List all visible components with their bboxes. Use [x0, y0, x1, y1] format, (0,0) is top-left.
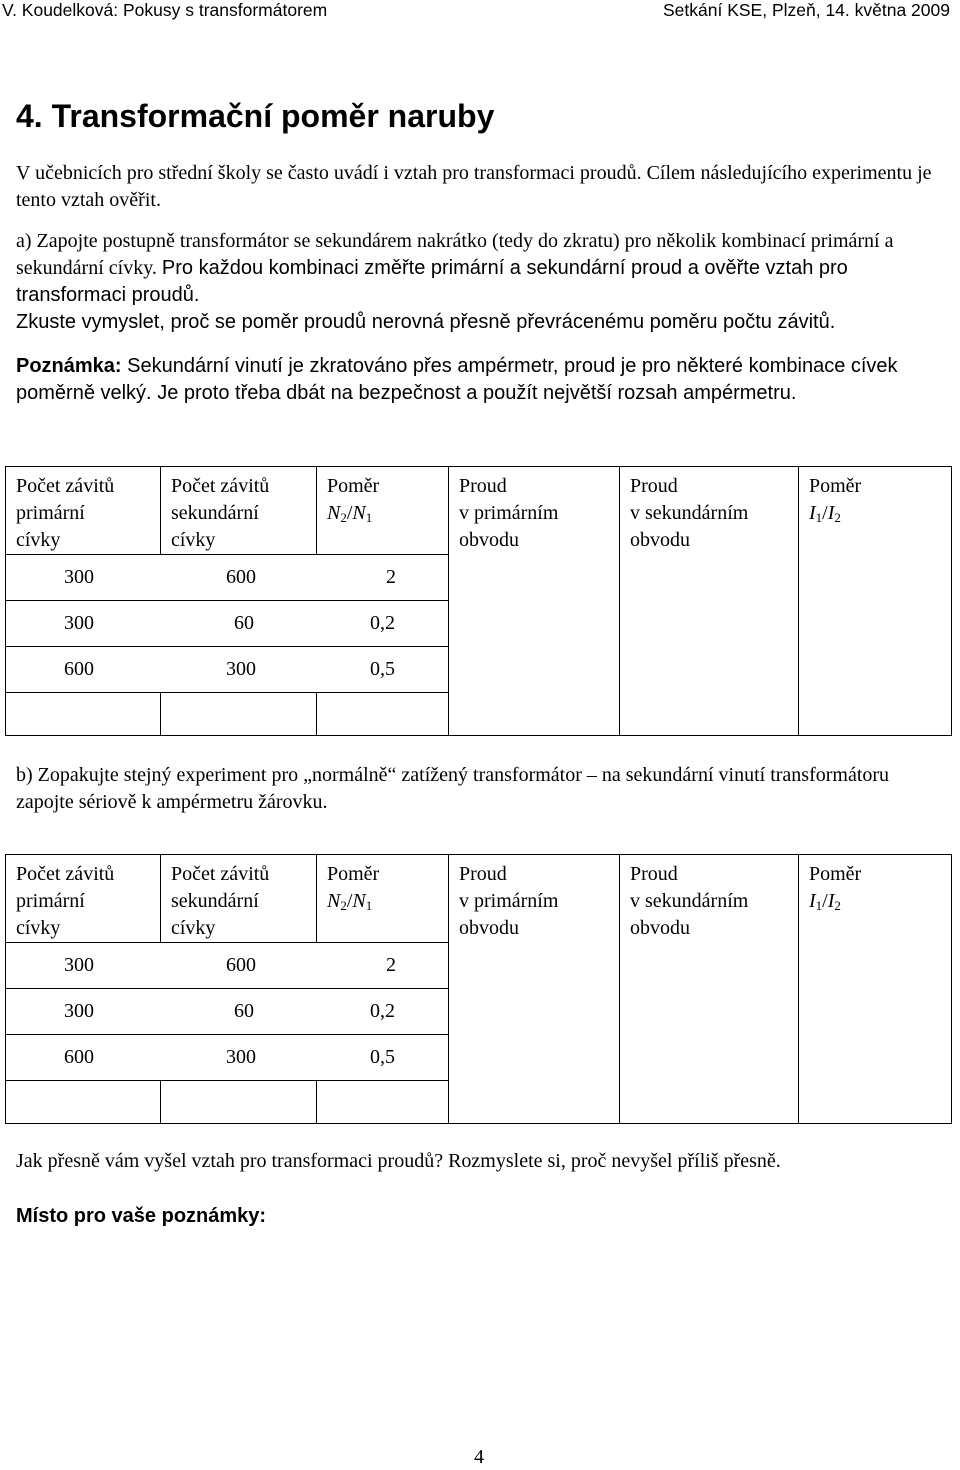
current-ratio-formula: $I_1/I_2$	[809, 890, 841, 913]
part-a-text3: Zkuste vymyslet, proč se poměr proudů nerovná přesně převrácenému poměru počtu závitů.	[16, 311, 836, 333]
header-turns-ratio	[317, 855, 449, 943]
empty-cell	[161, 1081, 317, 1124]
cell-primary-turns: 300	[64, 1000, 94, 1022]
current-ratio-formula: $I_1/I_2$	[809, 502, 841, 525]
turns-ratio-formula: $N_2/N_1$	[327, 890, 373, 913]
header-text: v sekundárním	[630, 890, 749, 912]
header-text: v sekundárním	[630, 502, 749, 524]
header-text: primární	[16, 890, 85, 912]
header-right: Setkání KSE, Plzeň, 14. května 2009	[663, 0, 950, 20]
empty-cell	[6, 693, 161, 736]
header-text: Proud	[459, 863, 507, 885]
page-header	[0, 0, 960, 26]
header-secondary-turns	[161, 855, 317, 943]
header-text: Počet závitů	[171, 863, 270, 885]
header-text: cívky	[171, 529, 216, 551]
part-b-paragraph: b) Zopakujte stejný experiment pro „normálně“ zatížený transformátor – na sekundární vinutí transformátoru zapojte sériově k ampérmetru žárovku.	[16, 764, 890, 813]
header-secondary-turns	[161, 467, 317, 555]
cell-turns-ratio: 2	[386, 566, 396, 588]
note-label: Poznámka:	[16, 355, 122, 377]
header-text: cívky	[171, 917, 216, 939]
table-row	[6, 601, 449, 647]
header-current-ratio	[799, 855, 952, 1124]
header-text: obvodu	[459, 529, 519, 551]
intro-paragraph: V učebnicích pro střední školy se často uvádí i vztah pro transformaci proudů. Cílem následujícího experimentu je tento vztah ověřit.	[16, 162, 932, 211]
header-text: Proud	[630, 863, 678, 885]
header-text: Počet závitů	[171, 475, 270, 497]
page-number: 4	[474, 1446, 484, 1468]
measurement-table-a	[5, 466, 952, 736]
cell-secondary-turns: 300	[226, 1046, 256, 1068]
cell-primary-turns: 300	[64, 612, 94, 634]
part-a-text1: a) Zapojte postupně transformátor se sekundárem nakrátko (tedy do zkratu) pro několik kombinací primární a sekundární cívky.	[16, 230, 894, 279]
header-text: Poměr	[327, 475, 380, 497]
note-text: Sekundární vinutí je zkratováno přes ampérmetr, proud je pro některé kombinace cívek poměrně velký.	[16, 355, 898, 404]
header-text: Poměr	[327, 863, 380, 885]
table-row	[6, 943, 449, 989]
header-text: sekundární	[171, 502, 259, 524]
header-primary-turns	[6, 467, 161, 555]
header-left: V. Koudelková: Pokusy s transformátorem	[2, 0, 328, 20]
cell-secondary-turns: 300	[226, 658, 256, 680]
header-text: Poměr	[809, 863, 862, 885]
note-paragraph	[16, 353, 946, 407]
cell-secondary-turns: 600	[226, 566, 256, 588]
question-text: Jak přesně vám vyšel vztah pro transformaci proudů? Rozmyslete si, proč nevyšel příliš přesně.	[16, 1150, 781, 1172]
header-text: v primárním	[459, 890, 559, 912]
header-text: cívky	[16, 917, 61, 939]
header-primary-turns	[6, 855, 161, 943]
table-row	[6, 555, 449, 601]
header-secondary-current	[620, 855, 799, 1124]
table-row	[6, 989, 449, 1035]
part-a-paragraph	[16, 228, 946, 336]
header-secondary-current	[620, 467, 799, 736]
cell-turns-ratio: 0,2	[370, 1000, 395, 1022]
cell-primary-turns: 300	[64, 566, 94, 588]
empty-cell	[317, 1081, 449, 1124]
header-text: Počet závitů	[16, 475, 115, 497]
turns-ratio-formula: $N_2/N_1$	[327, 502, 373, 525]
cell-primary-turns: 600	[64, 658, 94, 680]
header-current-ratio	[799, 467, 952, 736]
header-text: obvodu	[630, 529, 690, 551]
empty-cell	[317, 693, 449, 736]
table-row	[6, 1035, 449, 1081]
cell-turns-ratio: 0,5	[370, 1046, 395, 1068]
header-primary-current	[449, 467, 620, 736]
cell-primary-turns: 300	[64, 954, 94, 976]
header-text: obvodu	[630, 917, 690, 939]
measurement-table-b	[5, 854, 952, 1124]
empty-cell	[161, 693, 317, 736]
header-primary-current	[449, 855, 620, 1124]
header-text: cívky	[16, 529, 61, 551]
table-row	[6, 647, 449, 693]
cell-secondary-turns: 60	[234, 612, 254, 634]
header-text: sekundární	[171, 890, 259, 912]
part-a-text2: Pro každou kombinaci změřte primární a sekundární proud a ověřte vztah pro transformaci proudů.	[16, 257, 848, 306]
header-text: obvodu	[459, 917, 519, 939]
empty-cell	[6, 1081, 161, 1124]
header-text: Proud	[630, 475, 678, 497]
header-text: Proud	[459, 475, 507, 497]
section-title: 4. Transformační poměr naruby	[16, 98, 495, 134]
header-text: Poměr	[809, 475, 862, 497]
header-turns-ratio	[317, 467, 449, 555]
header-text: primární	[16, 502, 85, 524]
cell-turns-ratio: 2	[386, 954, 396, 976]
cell-primary-turns: 600	[64, 1046, 94, 1068]
notes-label: Místo pro vaše poznámky:	[16, 1205, 267, 1227]
header-text: Počet závitů	[16, 863, 115, 885]
cell-turns-ratio: 0,2	[370, 612, 395, 634]
note-text2: Je proto třeba dbát na bezpečnost a použít největší rozsah ampérmetru.	[157, 382, 797, 404]
cell-secondary-turns: 60	[234, 1000, 254, 1022]
cell-turns-ratio: 0,5	[370, 658, 395, 680]
cell-secondary-turns: 600	[226, 954, 256, 976]
header-text: v primárním	[459, 502, 559, 524]
